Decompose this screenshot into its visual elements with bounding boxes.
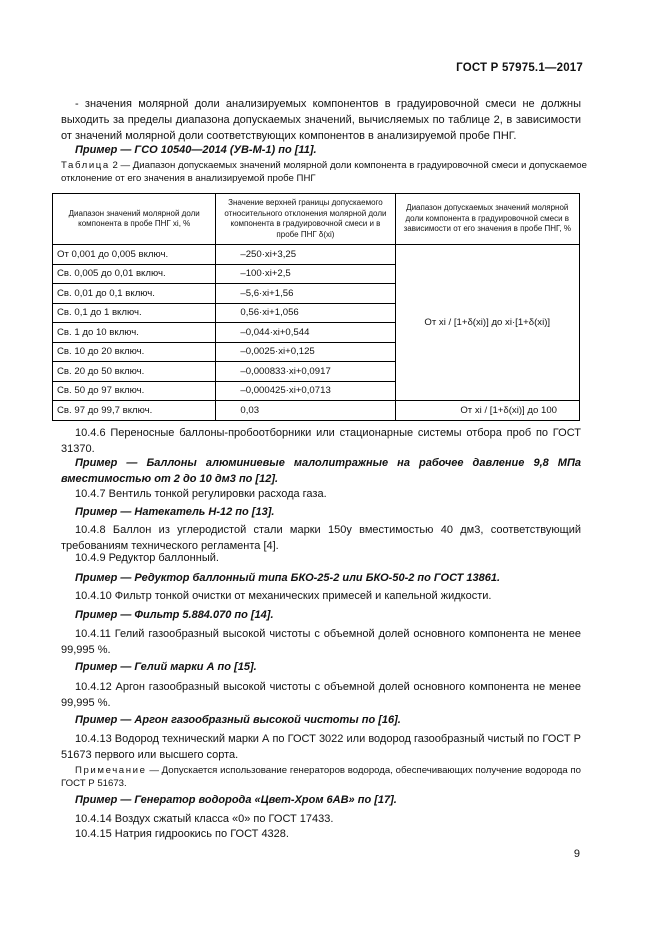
item-10-4-13: 10.4.13 Водород технический марки А по ГОСТ 3022 или водород газообразный чистый по ГОСТ Р 51673 первого или высшего сорта. bbox=[61, 733, 581, 761]
example-10-4-13: Пример — Генератор водорода «Цвет-Хром 6АВ» по [17]. bbox=[75, 794, 397, 806]
row-range: Св. 0,1 до 1 включ. bbox=[53, 303, 216, 323]
item-10-4-15: 10.4.15 Натрия гидроокись по ГОСТ 4328. bbox=[75, 828, 289, 840]
row-range: Св. 10 до 20 включ. bbox=[53, 342, 216, 362]
example-gso: Пример — ГСО 10540—2014 (УВ-М-1) по [11]. bbox=[75, 144, 317, 156]
row-formula: –100·xi+2,5 bbox=[216, 264, 395, 284]
row-allowed: От xi / [1+δ(xi)] до 100 bbox=[395, 401, 579, 421]
row-range: Св. 0,01 до 0,1 включ. bbox=[53, 284, 216, 304]
table-row bbox=[53, 245, 580, 265]
row-range: Св. 0,005 до 0,01 включ. bbox=[53, 264, 216, 284]
table-caption-text: 2 — Диапазон допускаемых значений молярной доли компонента в градуировочной смеси и допускаемое отклонение от его значения в анализируемой пробе ПНГ bbox=[61, 160, 587, 184]
header-deviation: Значение верхней границы допускаемого относительного отклонения молярной доли компонента в градуировочной смеси и в пробе ПНГ δ(xi) bbox=[216, 194, 395, 245]
example-10-4-12: Пример — Аргон газообразный высокой чистоты по [16]. bbox=[75, 714, 401, 726]
row-formula: –0,000425·xi+0,0713 bbox=[216, 381, 395, 401]
note-label: Примечание bbox=[75, 765, 147, 776]
note-text: — Допускается использование генераторов водорода, обеспечивающих получение водорода по ГОСТ Р 51673. bbox=[61, 765, 581, 789]
header-range: Диапазон значений молярной доли компонента в пробе ПНГ xi, % bbox=[53, 194, 216, 245]
table-caption bbox=[61, 159, 589, 185]
header-allowed: Диапазон допускаемых значений молярной доли компонента в градуировочной смеси в зависимости от его значения в пробе ПНГ, % bbox=[395, 194, 579, 245]
range-table bbox=[52, 193, 580, 421]
item-10-4-8: 10.4.8 Баллон из углеродистой стали марки 150у вместимостью 40 дм3, соответствующий требованиям технического регламента [4]. bbox=[61, 524, 581, 552]
example-10-4-9: Пример — Редуктор баллонный типа БКО-25-2 или БКО-50-2 по ГОСТ 13861. bbox=[75, 572, 501, 584]
page-number: 9 bbox=[573, 848, 580, 860]
row-formula: –0,044·xi+0,544 bbox=[216, 323, 395, 343]
item-10-4-14: 10.4.14 Воздух сжатый класса «0» по ГОСТ 17433. bbox=[75, 813, 334, 825]
item-10-4-12: 10.4.12 Аргон газообразный высокой чистоты с объемной долей основного компонента не менее 99,995 %. bbox=[61, 681, 581, 709]
row-formula: 0,56·xi+1,056 bbox=[216, 303, 395, 323]
row-range: Св. 1 до 10 включ. bbox=[53, 323, 216, 343]
item-10-4-10: 10.4.10 Фильтр тонкой очистки от механических примесей и капельной жидкости. bbox=[75, 590, 492, 602]
document-header: ГОСТ Р 57975.1—2017 bbox=[456, 62, 583, 74]
table-caption-label: Таблица bbox=[61, 160, 110, 171]
item-10-4-6: 10.4.6 Переносные баллоны-пробоотборники или стационарные системы отбора проб по ГОСТ 31370. bbox=[61, 427, 581, 455]
row-formula: –0,000833·xi+0,0917 bbox=[216, 362, 395, 382]
merged-allowed-range: От xi / [1+δ(xi)] до xi·[1+δ(xi)] bbox=[395, 245, 579, 401]
row-range: Св. 97 до 99,7 включ. bbox=[53, 401, 216, 421]
table-row bbox=[53, 401, 580, 421]
item-10-4-9: 10.4.9 Редуктор баллонный. bbox=[75, 552, 219, 564]
example-10-4-10: Пример — Фильтр 5.884.070 по [14]. bbox=[75, 609, 274, 621]
item-10-4-7: 10.4.7 Вентиль тонкой регулировки расхода газа. bbox=[75, 488, 327, 500]
note bbox=[61, 764, 581, 790]
example-10-4-6: Пример — Баллоны алюминиевые малолитражные на рабочее давление 9,8 МПа вместимостью от 2 до 10 дм3 по [12]. bbox=[61, 457, 581, 485]
example-10-4-7: Пример — Натекатель Н-12 по [13]. bbox=[75, 506, 275, 518]
row-formula: –5,6·xi+1,56 bbox=[216, 284, 395, 304]
row-range: От 0,001 до 0,005 включ. bbox=[53, 245, 216, 265]
row-formula: –0,0025·xi+0,125 bbox=[216, 342, 395, 362]
item-10-4-11: 10.4.11 Гелий газообразный высокой чистоты с объемной долей основного компонента не менее 99,995 %. bbox=[61, 628, 581, 656]
row-formula: –250·xi+3,25 bbox=[216, 245, 395, 265]
row-formula: 0,03 bbox=[216, 401, 395, 421]
example-10-4-11: Пример — Гелий марки А по [15]. bbox=[75, 661, 257, 673]
intro-paragraph: - значения молярной доли анализируемых компонентов в градуировочной смеси не должны выходить за пределы диапазона допускаемых значений, вычисляемых по таблице 2, в зависимости от значений молярной доли соответствующих компонентов в анализируемой пробе ПНГ. bbox=[61, 98, 581, 142]
row-range: Св. 50 до 97 включ. bbox=[53, 381, 216, 401]
row-range: Св. 20 до 50 включ. bbox=[53, 362, 216, 382]
